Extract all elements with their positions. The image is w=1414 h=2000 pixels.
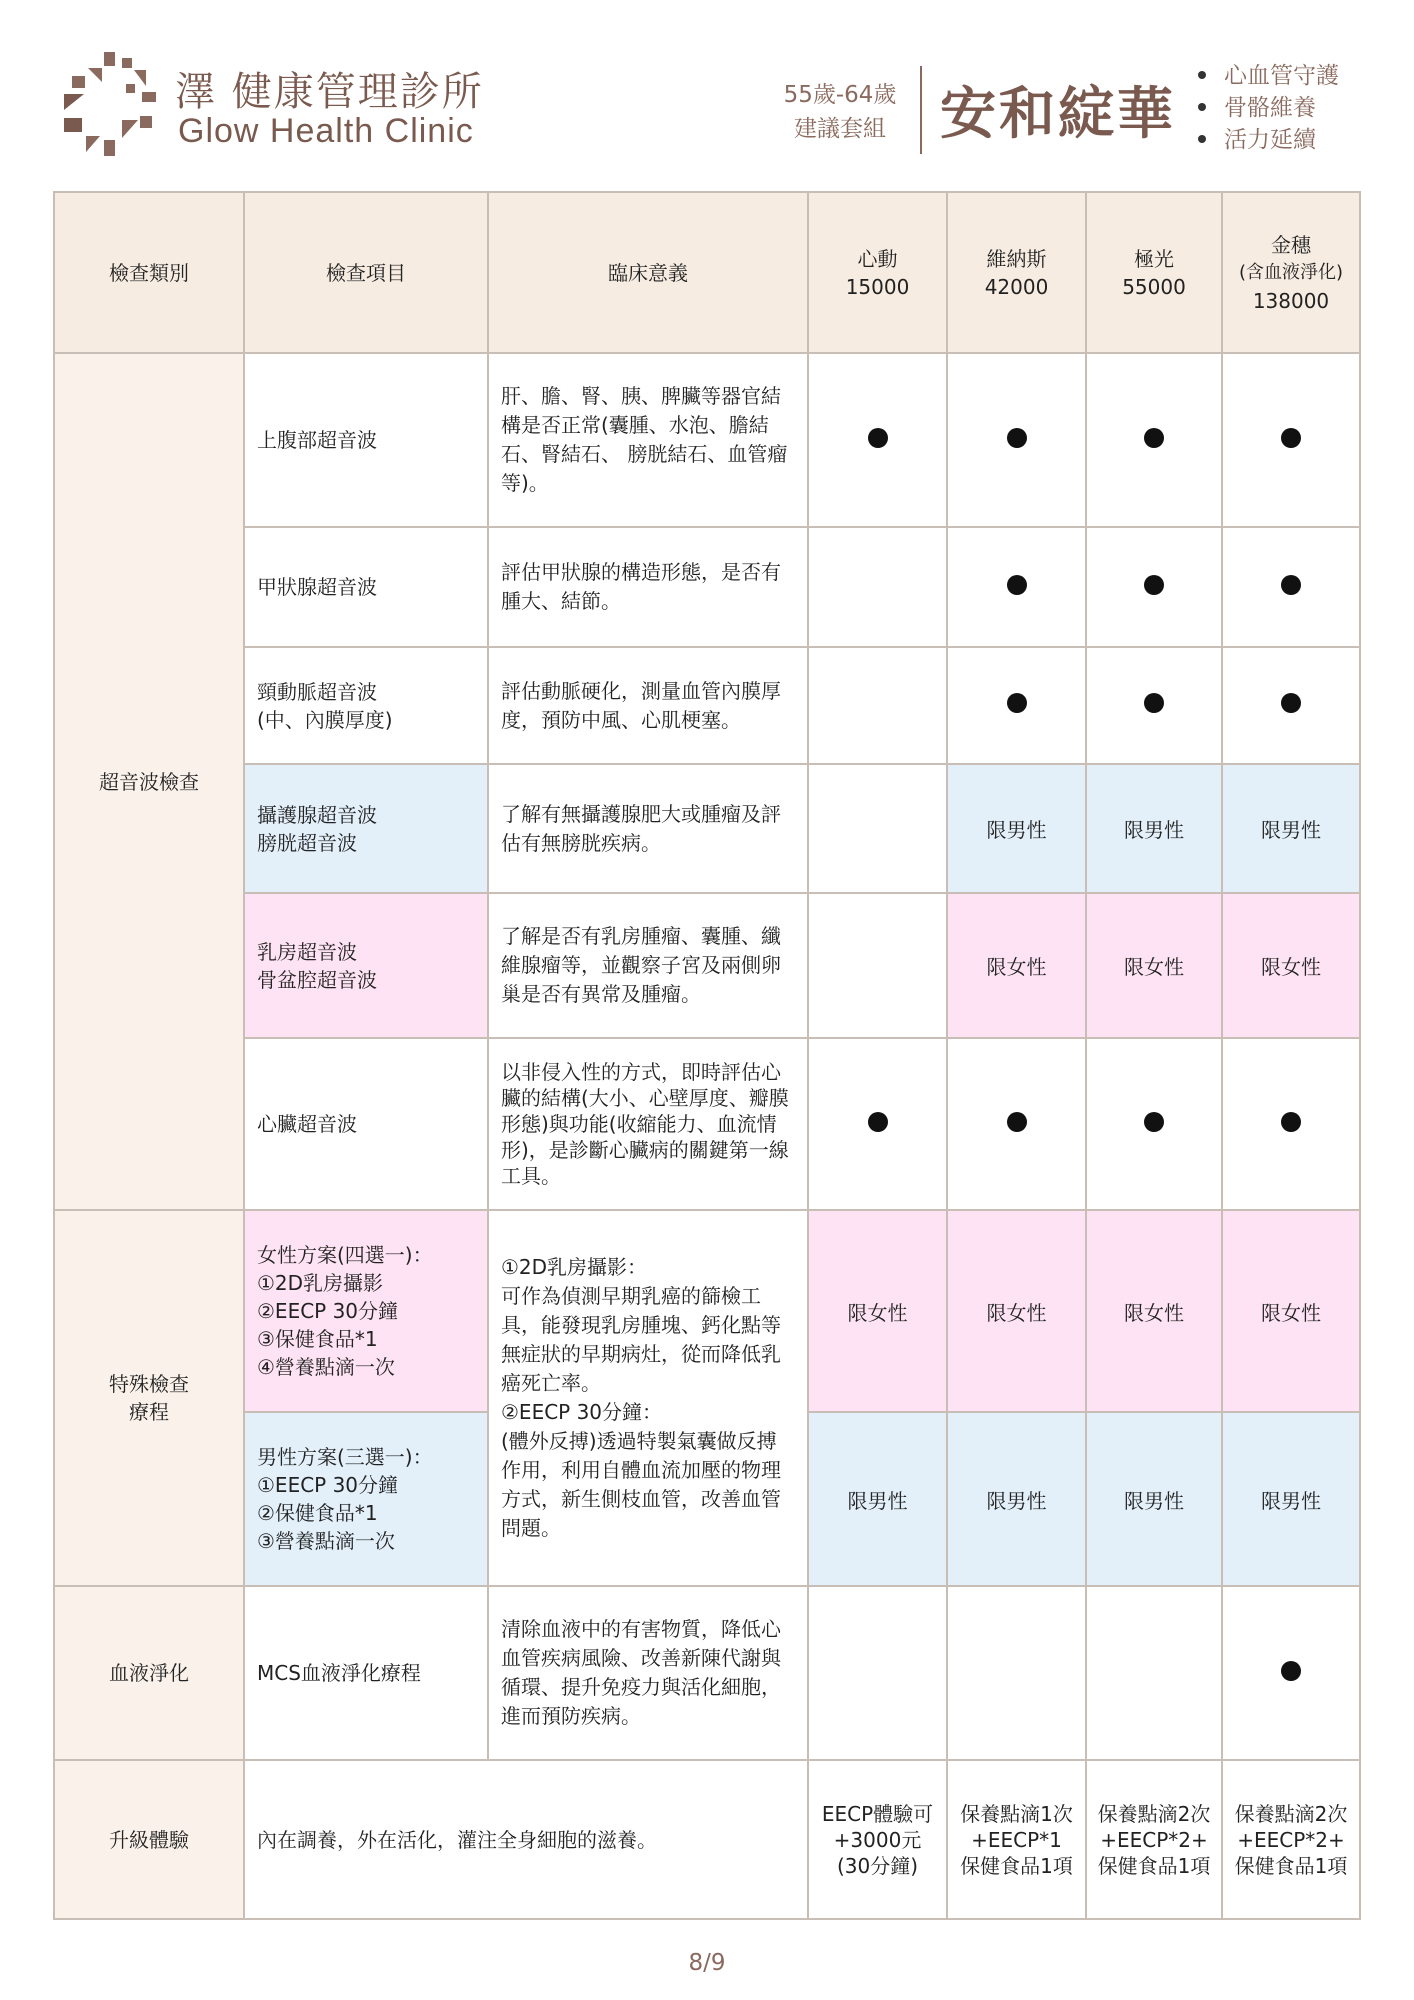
header-divider: [920, 66, 922, 154]
upgrade-cell: 保養點滴1次 +EECP*1 保健食品1項: [947, 1760, 1086, 1919]
female-only-cell: 限女性: [1222, 1210, 1360, 1412]
upgrade-cell: 保養點滴2次 +EECP*2+ 保健食品1項: [1222, 1760, 1360, 1919]
empty-cell: [808, 893, 947, 1038]
included-dot-icon: [1281, 575, 1301, 595]
highlight-item: 心血管守護: [1198, 60, 1339, 92]
included-dot-icon: [1007, 1112, 1027, 1132]
item-heart: 心臟超音波: [244, 1038, 488, 1210]
included-cell: [1086, 647, 1222, 764]
female-only-cell: 限女性: [947, 893, 1086, 1038]
header-item: 檢查項目: [244, 192, 488, 353]
empty-cell: [808, 527, 947, 647]
empty-cell: [808, 647, 947, 764]
table-row: [54, 1586, 1360, 1760]
bullet-icon: [1198, 103, 1206, 111]
included-cell: [1222, 647, 1360, 764]
meaning-heart: 以非侵入性的方式，即時評估心臟的結構(大小、心壁厚度、瓣膜形態)與功能(收縮能力、血流情形)，是診斷心臟病的關鍵第一線工具。: [488, 1038, 808, 1210]
included-cell: [947, 647, 1086, 764]
clinic-logo-icon: [64, 52, 162, 156]
clinic-name-zh: 澤 健康管理診所: [175, 69, 484, 115]
included-dot-icon: [1281, 693, 1301, 713]
empty-cell: [808, 764, 947, 893]
male-only-cell: 限男性: [1086, 1412, 1222, 1586]
male-only-cell: 限男性: [1222, 1412, 1360, 1586]
category-ultrasound: 超音波檢查: [54, 353, 244, 1210]
female-only-cell: 限女性: [1222, 893, 1360, 1038]
item-mcs: MCS血液淨化療程: [244, 1586, 488, 1760]
bullet-icon: [1198, 135, 1206, 143]
male-only-cell: 限男性: [947, 764, 1086, 893]
male-only-cell: 限男性: [1086, 764, 1222, 893]
table-row: [54, 893, 1360, 1038]
female-only-cell: 限女性: [1086, 893, 1222, 1038]
header-plan-venus: 維納斯 42000: [947, 192, 1086, 353]
male-only-cell: 限男性: [1222, 764, 1360, 893]
included-cell: [1222, 1038, 1360, 1210]
female-only-cell: 限女性: [1086, 1210, 1222, 1412]
included-dot-icon: [868, 1112, 888, 1132]
header-category: 檢查類別: [54, 192, 244, 353]
included-dot-icon: [1007, 575, 1027, 595]
table-row: [54, 764, 1360, 893]
table-row: [54, 1760, 1360, 1919]
included-cell: [808, 1038, 947, 1210]
table-row: [54, 353, 1360, 527]
package-highlights: [1198, 60, 1339, 156]
item-breast: 乳房超音波 骨盆腔超音波: [244, 893, 488, 1038]
included-cell: [1222, 353, 1360, 527]
header-plan-golden: 金穗 (含血液淨化) 138000: [1222, 192, 1360, 353]
male-only-cell: 限男性: [808, 1412, 947, 1586]
highlight-item: 骨骼維養: [1198, 92, 1339, 124]
included-cell: [1086, 1038, 1222, 1210]
included-dot-icon: [1281, 1661, 1301, 1681]
included-cell: [808, 353, 947, 527]
included-dot-icon: [868, 428, 888, 448]
empty-cell: [947, 1586, 1086, 1760]
included-cell: [947, 1038, 1086, 1210]
included-dot-icon: [1281, 428, 1301, 448]
table-header-row: [54, 192, 1360, 353]
upgrade-cell: 保養點滴2次 +EECP*2+ 保健食品1項: [1086, 1760, 1222, 1919]
included-cell: [1222, 1586, 1360, 1760]
included-cell: [1086, 527, 1222, 647]
header-plan-aurora: 極光 55000: [1086, 192, 1222, 353]
included-cell: [947, 527, 1086, 647]
category-special: 特殊檢查 療程: [54, 1210, 244, 1586]
page-number: 8/9: [688, 1950, 726, 1976]
package-name: 安和綻華: [940, 82, 1176, 147]
male-only-cell: 限男性: [947, 1412, 1086, 1586]
included-dot-icon: [1007, 428, 1027, 448]
table-row: [54, 527, 1360, 647]
included-dot-icon: [1144, 693, 1164, 713]
clinic-name-en: Glow Health Clinic: [178, 112, 474, 150]
table-row: [54, 1038, 1360, 1210]
category-upgrade: 升級體驗: [54, 1760, 244, 1919]
included-cell: [1086, 353, 1222, 527]
item-male-plan: 男性方案(三選一)： ①EECP 30分鐘 ②保健食品*1 ③營養點滴一次: [244, 1412, 488, 1586]
bullet-icon: [1198, 71, 1206, 79]
female-only-cell: 限女性: [808, 1210, 947, 1412]
upgrade-cell: EECP體驗可 +3000元 (30分鐘): [808, 1760, 947, 1919]
page-header: [0, 0, 1414, 180]
table-row: [54, 647, 1360, 764]
meaning-mcs: 清除血液中的有害物質，降低心血管疾病風險、改善新陳代謝與循環、提升免疫力與活化細胞，進而預防疾病。: [488, 1586, 808, 1760]
included-dot-icon: [1007, 693, 1027, 713]
empty-cell: [1086, 1586, 1222, 1760]
header-plan-xindong: 心動 15000: [808, 192, 947, 353]
meaning-breast: 了解是否有乳房腫瘤、囊腫、纖維腺瘤等，並觀察子宮及兩側卵巢是否有異常及腫瘤。: [488, 893, 808, 1038]
included-dot-icon: [1281, 1112, 1301, 1132]
included-dot-icon: [1144, 1112, 1164, 1132]
empty-cell: [808, 1586, 947, 1760]
exam-table: [53, 191, 1361, 1920]
header-meaning: 臨床意義: [488, 192, 808, 353]
included-dot-icon: [1144, 428, 1164, 448]
table-row: [54, 1210, 1360, 1412]
suggested-package-label: 建議套組: [794, 116, 886, 142]
meaning-carotid: 評估動脈硬化，測量血管內膜厚度，預防中風、心肌梗塞。: [488, 647, 808, 764]
female-only-cell: 限女性: [947, 1210, 1086, 1412]
highlight-item: 活力延續: [1198, 124, 1339, 156]
item-prostate: 攝護腺超音波 膀胱超音波: [244, 764, 488, 893]
item-abdominal: 上腹部超音波: [244, 353, 488, 527]
item-female-plan: 女性方案(四選一)： ①2D乳房攝影 ②EECP 30分鐘 ③保健食品*1 ④營養點滴一次: [244, 1210, 488, 1412]
included-cell: [1222, 527, 1360, 647]
meaning-special: ①2D乳房攝影： 可作為偵測早期乳癌的篩檢工具，能發現乳房腫塊、鈣化點等無症狀的早期病灶，從而降低乳癌死亡率。 ②EECP 30分鐘： (體外反搏)透過特製氣囊做反搏作用，利用自體血流加壓的物理方式，新生側枝血管，改善血管問題。: [488, 1210, 808, 1586]
upgrade-description: 內在調養，外在活化，灌注全身細胞的滋養。: [244, 1760, 808, 1919]
meaning-abdominal: 肝、膽、腎、胰、脾臟等器官結構是否正常(囊腫、水泡、膽結石、腎結石、 膀胱結石、血管瘤等)。: [488, 353, 808, 527]
included-dot-icon: [1144, 575, 1164, 595]
meaning-prostate: 了解有無攝護腺肥大或腫瘤及評估有無膀胱疾病。: [488, 764, 808, 893]
item-thyroid: 甲狀腺超音波: [244, 527, 488, 647]
included-cell: [947, 353, 1086, 527]
item-carotid: 頸動脈超音波 (中、內膜厚度): [244, 647, 488, 764]
category-blood: 血液淨化: [54, 1586, 244, 1760]
age-label: [770, 78, 910, 146]
age-range: 55歲-64歲: [783, 82, 897, 108]
meaning-thyroid: 評估甲狀腺的構造形態，是否有腫大、結節。: [488, 527, 808, 647]
